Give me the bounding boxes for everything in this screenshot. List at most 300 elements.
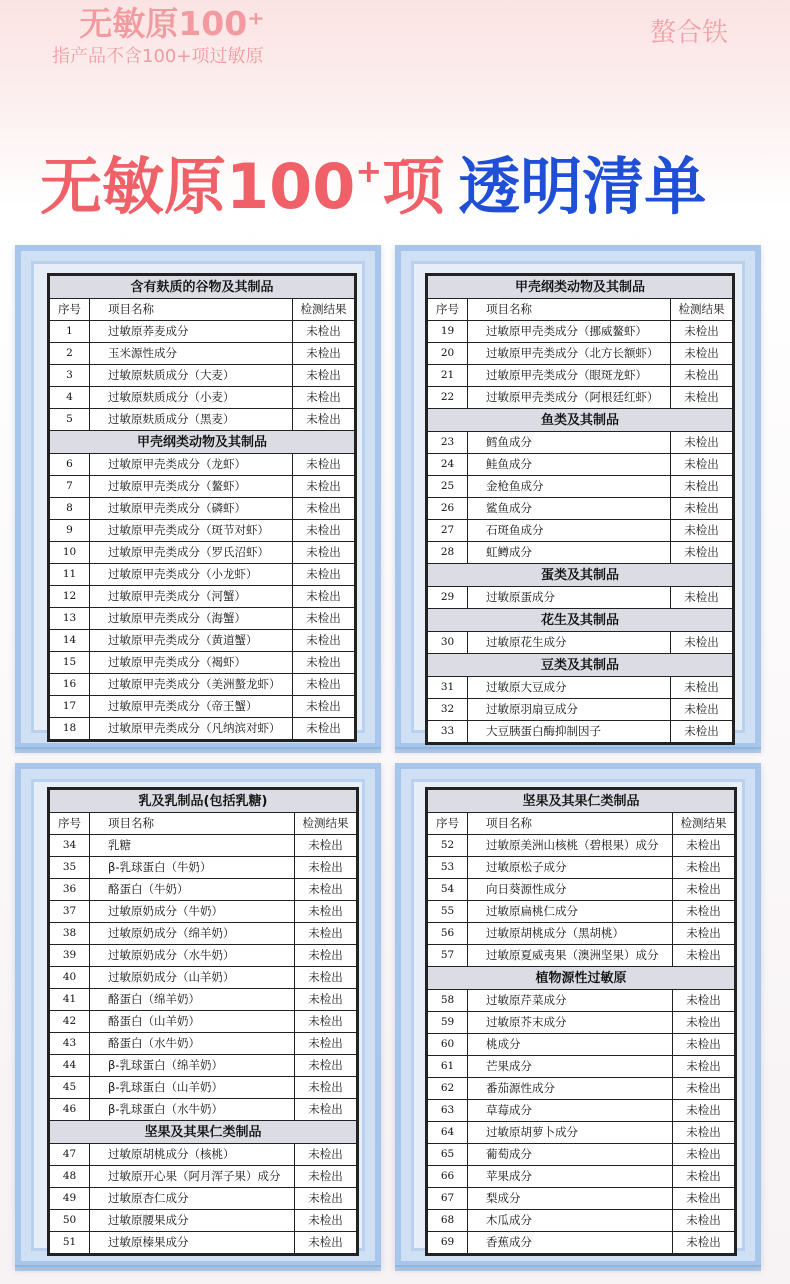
cell-result: 未检出 [672,945,734,967]
cell-number: 35 [50,857,90,879]
cell-item-name: 鳕鱼成分 [468,432,671,454]
column-header-row [50,299,355,321]
panel-3 [15,763,381,1267]
cell-number: 45 [50,1077,90,1099]
cell-item-name: 过敏原甲壳类成分（罗氏沼虾） [90,542,293,564]
cell-number: 19 [428,321,468,343]
section-title: 植物源性过敏原 [428,967,735,990]
cell-item-name: 酪蛋白（绵羊奶） [90,989,295,1011]
table-row [428,1122,735,1144]
cell-number: 67 [428,1188,468,1210]
table-row [428,945,735,967]
cell-result: 未检出 [292,409,354,431]
table-row [428,321,733,343]
title-part3: 透明清单 [458,150,707,223]
cell-number: 23 [428,432,468,454]
cell-result: 未检出 [672,1210,734,1232]
cell-number: 55 [428,901,468,923]
column-header-result: 检测结果 [671,299,733,321]
cell-result: 未检出 [672,835,734,857]
cell-number: 22 [428,387,468,409]
section-header-row [428,790,735,813]
column-header-result: 检测结果 [672,813,734,835]
table-row [428,632,733,654]
cell-item-name: 过敏原甲壳类成分（鳌虾） [90,476,293,498]
table-row [428,454,733,476]
cell-item-name: 过敏原甲壳类成分（斑节对虾） [90,520,293,542]
table-row [428,1166,735,1188]
cell-result: 未检出 [671,476,733,498]
column-header-no: 序号 [428,299,468,321]
cell-item-name: 过敏原大豆成分 [468,677,671,699]
cell-item-name: 过敏原胡萝卜成分 [468,1122,673,1144]
cell-item-name: 过敏原麸质成分（黑麦） [90,409,293,431]
table-row [428,677,733,699]
cell-number: 26 [428,498,468,520]
cell-result: 未检出 [671,587,733,609]
title-sup: + [355,152,383,190]
table-row [428,498,733,520]
cell-result: 未检出 [672,990,734,1012]
cell-item-name: β-乳球蛋白（山羊奶） [90,1077,295,1099]
cell-number: 18 [50,718,90,740]
table-row [428,520,733,542]
cell-item-name: 过敏原甲壳类成分（北方长额虾） [468,343,671,365]
cell-result: 未检出 [295,923,357,945]
cell-item-name: 葡萄成分 [468,1144,673,1166]
cell-item-name: 过敏原松子成分 [468,857,673,879]
allergen-table-1 [47,273,357,742]
cell-item-name: 过敏原荞麦成分 [90,321,293,343]
cell-number: 31 [428,677,468,699]
cell-item-name: 过敏原麸质成分（大麦） [90,365,293,387]
table-row [50,923,357,945]
cell-result: 未检出 [292,476,354,498]
cell-item-name: 鲑鱼成分 [468,454,671,476]
cell-result: 未检出 [292,674,354,696]
cell-result: 未检出 [292,498,354,520]
cell-result: 未检出 [672,923,734,945]
cell-item-name: 过敏原甲壳类成分（阿根廷红虾） [468,387,671,409]
cell-item-name: 过敏原扁桃仁成分 [468,901,673,923]
cell-number: 48 [50,1166,90,1188]
table-row [428,1144,735,1166]
cell-number: 1 [50,321,90,343]
cell-item-name: 过敏原甲壳类成分（凡纳滨对虾） [90,718,293,740]
cell-item-name: 过敏原甲壳类成分（帝王蟹） [90,696,293,718]
table-row [50,1188,357,1210]
table-row [428,990,735,1012]
table-row [428,476,733,498]
cell-item-name: 过敏原腰果成分 [90,1210,295,1232]
cell-number: 5 [50,409,90,431]
cell-number: 63 [428,1100,468,1122]
cell-item-name: 酪蛋白（水牛奶） [90,1033,295,1055]
table-row [50,901,357,923]
cell-result: 未检出 [671,677,733,699]
cell-number: 65 [428,1144,468,1166]
cell-item-name: 过敏原甲壳类成分（挪威鳌虾） [468,321,671,343]
cell-number: 2 [50,343,90,365]
cell-result: 未检出 [295,1077,357,1099]
section-header-row [428,276,733,299]
cell-number: 38 [50,923,90,945]
table-row [428,1012,735,1034]
table-row [50,564,355,586]
table-row [50,586,355,608]
cell-number: 43 [50,1033,90,1055]
panel-1 [15,245,381,749]
section-header-row [428,564,733,587]
cell-result: 未检出 [295,1166,357,1188]
table-row [50,1099,357,1121]
cell-item-name: 金枪鱼成分 [468,476,671,498]
title-part2: 项 [382,150,445,223]
cell-item-name: 过敏原甲壳类成分（美洲螯龙虾） [90,674,293,696]
cell-number: 36 [50,879,90,901]
cell-result: 未检出 [295,945,357,967]
section-header-row [50,431,355,454]
cell-result: 未检出 [292,718,354,740]
cell-result: 未检出 [295,1232,357,1254]
cell-result: 未检出 [671,343,733,365]
cell-result: 未检出 [672,901,734,923]
cell-item-name: 木瓜成分 [468,1210,673,1232]
cell-number: 46 [50,1099,90,1121]
cell-result: 未检出 [671,498,733,520]
column-header-row [50,813,357,835]
cell-item-name: 虹鳟成分 [468,542,671,564]
cell-number: 11 [50,564,90,586]
cell-result: 未检出 [672,857,734,879]
cell-item-name: β-乳球蛋白（牛奶） [90,857,295,879]
column-header-name: 项目名称 [468,813,673,835]
table-row [50,1166,357,1188]
table-row [50,1077,357,1099]
cell-number: 9 [50,520,90,542]
cell-result: 未检出 [295,835,357,857]
cell-item-name: 过敏原甲壳类成分（龙虾） [90,454,293,476]
table-row [50,387,355,409]
cell-number: 52 [428,835,468,857]
cell-number: 33 [428,721,468,743]
cell-item-name: 过敏原奶成分（牛奶） [90,901,295,923]
cell-item-name: 过敏原美洲山核桃（碧根果）成分 [468,835,673,857]
allergen-table [49,275,355,740]
cell-result: 未检出 [671,520,733,542]
table-row [50,718,355,740]
table-row [50,879,357,901]
cell-result: 未检出 [295,1033,357,1055]
section-title: 豆类及其制品 [428,654,733,677]
cell-number: 20 [428,343,468,365]
cell-item-name: 过敏原胡桃成分（黑胡桃） [468,923,673,945]
table-row [50,1055,357,1077]
cell-number: 16 [50,674,90,696]
section-header-row [428,409,733,432]
cell-item-name: 过敏原芥末成分 [468,1012,673,1034]
cell-number: 59 [428,1012,468,1034]
cell-item-name: 过敏原甲壳类成分（褐虾） [90,652,293,674]
column-header-name: 项目名称 [90,813,295,835]
cell-result: 未检出 [672,1034,734,1056]
cell-item-name: 过敏原夏威夷果（澳洲坚果）成分 [468,945,673,967]
section-title: 含有麸质的谷物及其制品 [50,276,355,299]
section-title: 蛋类及其制品 [428,564,733,587]
page-title [40,128,760,223]
cell-result: 未检出 [671,542,733,564]
column-header-row [428,299,733,321]
cell-result: 未检出 [295,901,357,923]
cell-result: 未检出 [292,387,354,409]
cell-item-name: 梨成分 [468,1188,673,1210]
cell-number: 17 [50,696,90,718]
table-row [428,1210,735,1232]
allergen-table-2 [425,273,735,745]
cell-number: 68 [428,1210,468,1232]
cell-item-name: 鲨鱼成分 [468,498,671,520]
allergen-table-4 [425,787,737,1256]
column-header-no: 序号 [50,813,90,835]
brand-subtitle: 指产品不含100+项过敏原 [52,46,264,67]
column-header-result: 检测结果 [292,299,354,321]
cell-result: 未检出 [292,454,354,476]
cell-number: 28 [428,542,468,564]
table-row [428,387,733,409]
table-row [50,520,355,542]
cell-item-name: 过敏原甲壳类成分（眼斑龙虾） [468,365,671,387]
cell-number: 30 [428,632,468,654]
cell-item-name: 过敏原杏仁成分 [90,1188,295,1210]
table-row [428,923,735,945]
cell-result: 未检出 [672,1166,734,1188]
cell-result: 未检出 [292,652,354,674]
brand-logo: 无敏原100⁺ [79,4,265,43]
section-header-row [428,967,735,990]
cell-number: 49 [50,1188,90,1210]
cell-item-name: 桃成分 [468,1034,673,1056]
cell-number: 69 [428,1232,468,1254]
cell-number: 6 [50,454,90,476]
cell-number: 24 [428,454,468,476]
table-row [50,542,355,564]
cell-item-name: 过敏原奶成分（绵羊奶） [90,923,295,945]
cell-item-name: 向日葵源性成分 [468,879,673,901]
cell-result: 未检出 [292,564,354,586]
table-row [428,721,733,743]
cell-item-name: 过敏原甲壳类成分（小龙虾） [90,564,293,586]
cell-result: 未检出 [672,1122,734,1144]
table-row [50,454,355,476]
cell-item-name: 过敏原甲壳类成分（黄道蟹） [90,630,293,652]
section-title: 坚果及其果仁类制品 [50,1121,357,1144]
cell-item-name: 大豆胰蛋白酶抑制因子 [468,721,671,743]
table-row [50,1033,357,1055]
section-header-row [50,1121,357,1144]
section-header-row [50,790,357,813]
table-row [50,321,355,343]
section-title: 甲壳纲类动物及其制品 [50,431,355,454]
table-row [428,879,735,901]
cell-number: 14 [50,630,90,652]
table-row [428,1232,735,1254]
table-row [50,945,357,967]
section-header-row [428,609,733,632]
table-row [50,476,355,498]
cell-item-name: 过敏原开心果（阿月浑子果）成分 [90,1166,295,1188]
section-title: 花生及其制品 [428,609,733,632]
cell-item-name: 乳糖 [90,835,295,857]
allergen-table-3 [47,787,359,1256]
cell-result: 未检出 [295,857,357,879]
table-row [50,409,355,431]
cell-item-name: 香蕉成分 [468,1232,673,1254]
cell-number: 40 [50,967,90,989]
section-header-row [50,276,355,299]
table-row [50,1011,357,1033]
table-row [50,498,355,520]
cell-number: 3 [50,365,90,387]
cell-number: 4 [50,387,90,409]
cell-number: 29 [428,587,468,609]
table-row [50,696,355,718]
cell-item-name: 过敏原胡桃成分（核桃） [90,1144,295,1166]
table-row [50,1232,357,1254]
cell-number: 32 [428,699,468,721]
table-row [428,699,733,721]
brand [52,4,292,69]
cell-result: 未检出 [671,387,733,409]
cell-result: 未检出 [671,721,733,743]
cell-result: 未检出 [672,1078,734,1100]
cell-item-name: 石斑鱼成分 [468,520,671,542]
table-row [428,857,735,879]
cell-result: 未检出 [672,1012,734,1034]
title-part1: 无敏原100 [40,150,356,223]
column-header-result: 检测结果 [295,813,357,835]
cell-result: 未检出 [671,432,733,454]
cell-result: 未检出 [672,879,734,901]
cell-number: 57 [428,945,468,967]
cell-result: 未检出 [292,542,354,564]
cell-item-name: 酪蛋白（山羊奶） [90,1011,295,1033]
table-row [428,343,733,365]
table-row [50,967,357,989]
cell-item-name: 过敏原花生成分 [468,632,671,654]
cell-item-name: 酪蛋白（牛奶） [90,879,295,901]
cell-item-name: β-乳球蛋白（绵羊奶） [90,1055,295,1077]
cell-number: 37 [50,901,90,923]
cell-number: 27 [428,520,468,542]
column-header-no: 序号 [50,299,90,321]
table-row [428,1188,735,1210]
cell-result: 未检出 [671,454,733,476]
section-title: 坚果及其果仁类制品 [428,790,735,813]
cell-number: 21 [428,365,468,387]
cell-item-name: 过敏原麸质成分（小麦） [90,387,293,409]
table-row [50,343,355,365]
table-row [50,1210,357,1232]
cell-number: 64 [428,1122,468,1144]
table-row [428,1034,735,1056]
section-title: 甲壳纲类动物及其制品 [428,276,733,299]
table-row [50,1144,357,1166]
cell-number: 53 [428,857,468,879]
table-row [428,1078,735,1100]
cell-result: 未检出 [295,1099,357,1121]
cell-number: 13 [50,608,90,630]
table-row [428,1100,735,1122]
cell-item-name: 过敏原甲壳类成分（海蟹） [90,608,293,630]
cell-result: 未检出 [292,520,354,542]
table-row [428,1056,735,1078]
cell-item-name: 过敏原羽扇豆成分 [468,699,671,721]
cell-number: 61 [428,1056,468,1078]
cell-number: 15 [50,652,90,674]
cell-number: 8 [50,498,90,520]
cell-item-name: 过敏原蛋成分 [468,587,671,609]
table-row [428,432,733,454]
cell-result: 未检出 [295,1055,357,1077]
section-header-row [428,654,733,677]
cell-result: 未检出 [671,699,733,721]
allergen-table [49,789,357,1254]
cell-item-name: 过敏原榛果成分 [90,1232,295,1254]
cell-result: 未检出 [292,696,354,718]
cell-item-name: 过敏原奶成分（水牛奶） [90,945,295,967]
cell-item-name: 芒果成分 [468,1056,673,1078]
cell-number: 56 [428,923,468,945]
cell-number: 42 [50,1011,90,1033]
cell-number: 66 [428,1166,468,1188]
column-header-no: 序号 [428,813,468,835]
cell-result: 未检出 [671,321,733,343]
cell-result: 未检出 [295,1210,357,1232]
cell-number: 10 [50,542,90,564]
cell-item-name: 过敏原甲壳类成分（磷虾） [90,498,293,520]
table-row [428,835,735,857]
table-row [50,608,355,630]
table-row [428,542,733,564]
cell-number: 51 [50,1232,90,1254]
cell-result: 未检出 [292,343,354,365]
panel-2 [395,245,761,749]
table-row [50,365,355,387]
cell-item-name: 番茄源性成分 [468,1078,673,1100]
section-title: 鱼类及其制品 [428,409,733,432]
ingredient-tag: 螯合铁 [650,18,729,48]
column-header-name: 项目名称 [90,299,293,321]
cell-result: 未检出 [295,879,357,901]
cell-result: 未检出 [292,321,354,343]
table-row [50,652,355,674]
table-row [428,365,733,387]
cell-result: 未检出 [295,1011,357,1033]
cell-result: 未检出 [672,1100,734,1122]
cell-number: 41 [50,989,90,1011]
table-row [428,587,733,609]
cell-item-name: 玉米源性成分 [90,343,293,365]
cell-result: 未检出 [671,365,733,387]
cell-number: 58 [428,990,468,1012]
section-title: 乳及乳制品(包括乳糖) [50,790,357,813]
panel-4 [395,763,761,1267]
cell-item-name: 过敏原甲壳类成分（河蟹） [90,586,293,608]
table-row [50,630,355,652]
table-row [50,835,357,857]
cell-result: 未检出 [672,1056,734,1078]
cell-number: 7 [50,476,90,498]
